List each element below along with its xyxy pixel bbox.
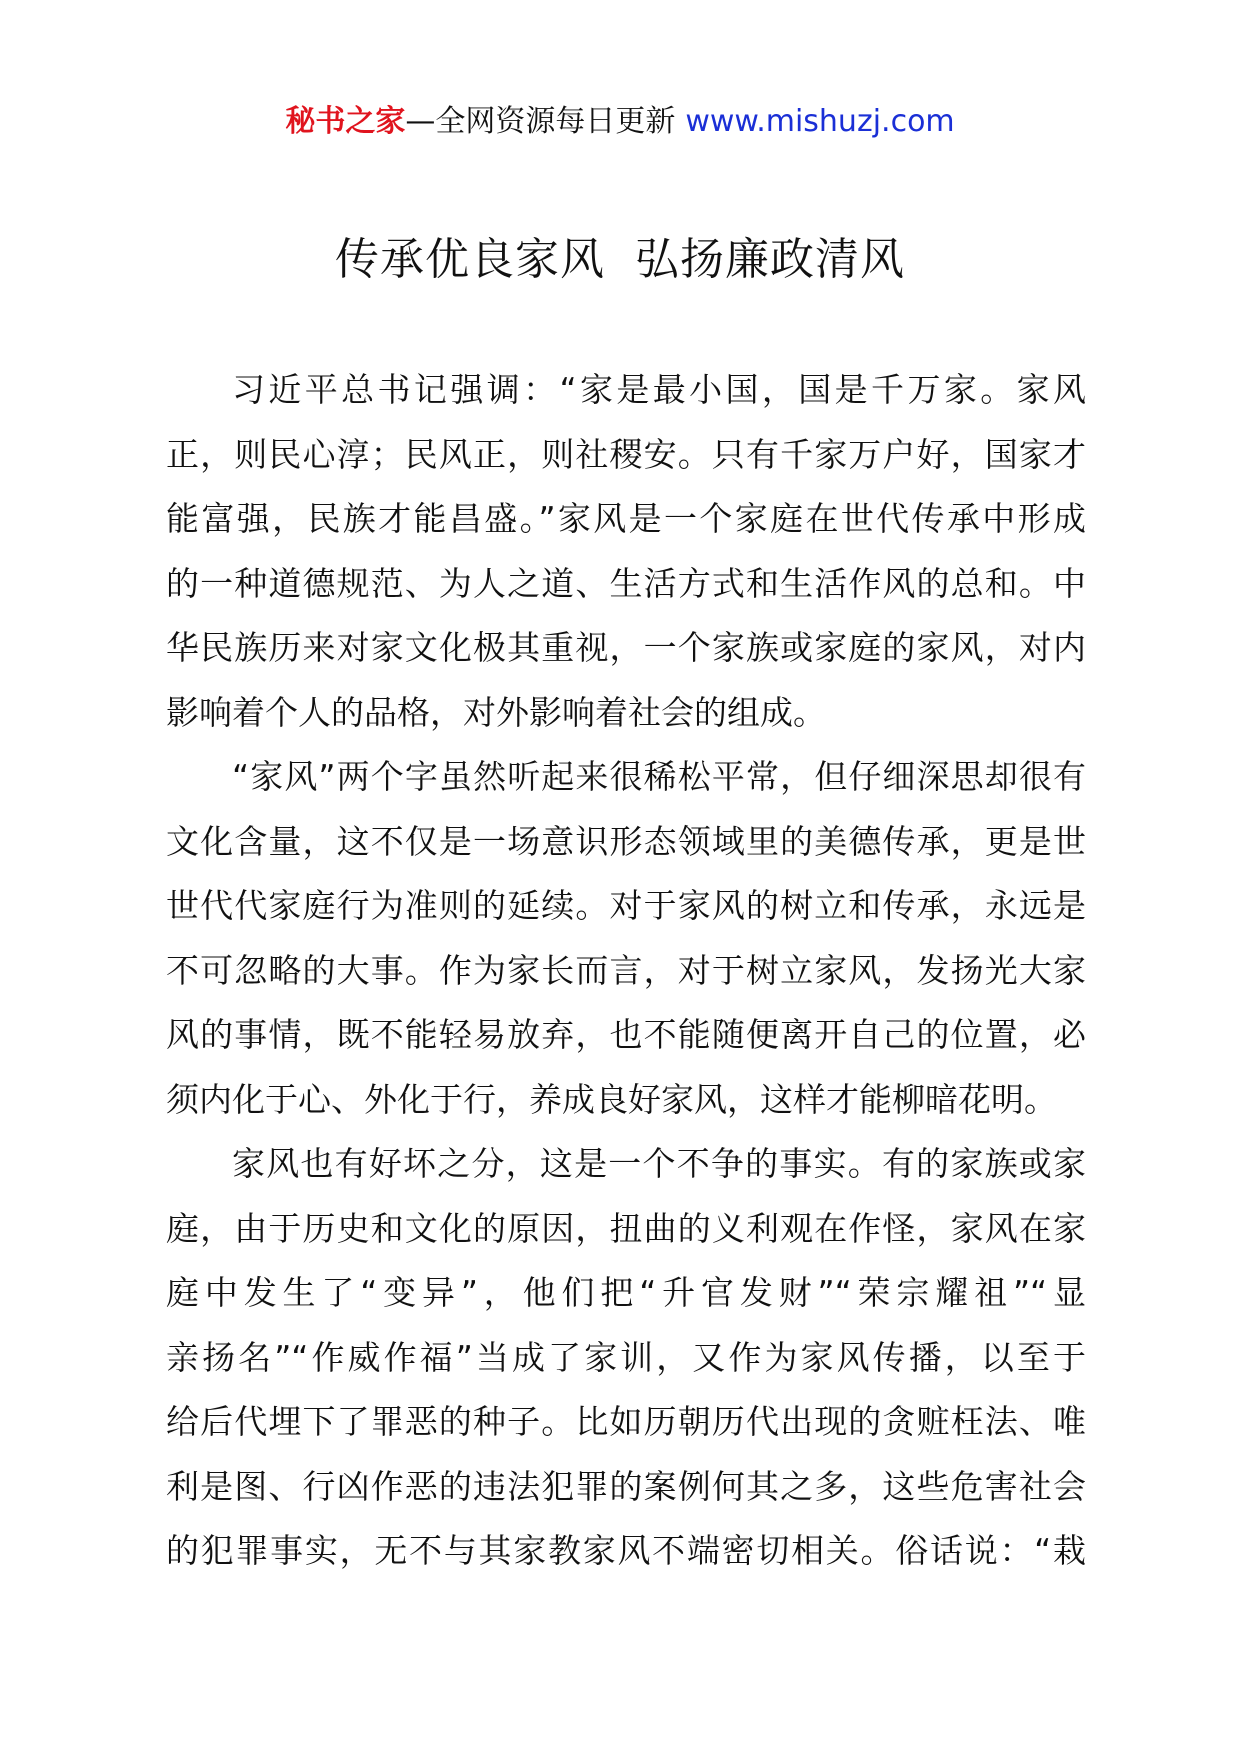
site-header (0, 100, 1240, 144)
paragraph-line: 世代代家庭行为准则的延续。对于家风的树立和传承，永远是 (166, 886, 1086, 925)
paragraph-line: 的犯罪事实，无不与其家教家风不端密切相关。俗话说：“栽 (166, 1531, 1086, 1570)
paragraph-line: 习近平总书记强调：“家是最小国，国是千万家。家风 (232, 370, 1086, 409)
paragraph-line: 利是图、行凶作恶的违法犯罪的案例何其之多，这些危害社会 (166, 1466, 1086, 1506)
paragraph-line: 的一种道德规范、为人之道、生活方式和生活作风的总和。中 (166, 563, 1086, 603)
brand-name: 秘书之家 (285, 104, 406, 139)
paragraph-line: 正，则民心淳；民风正，则社稷安。只有千家万户好，国家才 (166, 434, 1086, 474)
paragraph-line: 华民族历来对家文化极其重视，一个家族或家庭的家风，对内 (166, 628, 1086, 667)
paragraph-1 (166, 358, 1086, 745)
paragraph-line: 影响着个人的品格，对外影响着社会的组成。 (166, 692, 826, 732)
paragraph-line: 不可忽略的大事。作为家长而言，对于树立家风，发扬光大家 (166, 950, 1086, 990)
header-tagline: —全网资源每日更新 (405, 104, 676, 139)
site-url-link[interactable]: www.mishuzj.com (685, 104, 955, 139)
paragraph-line: 风的事情，既不能轻易放弃，也不能随便离开自己的位置，必 (166, 1015, 1086, 1054)
paragraph-line: 能富强，民族才能昌盛。”家风是一个家庭在世代传承中形成 (166, 499, 1086, 538)
paragraph-3 (166, 1132, 1086, 1584)
paragraph-line: 家风也有好坏之分，这是一个不争的事实。有的家族或家 (232, 1144, 1086, 1183)
paragraph-line: 庭，由于历史和文化的原因，扭曲的义利观在作怪，家风在家 (166, 1208, 1086, 1248)
paragraph-line: 给后代埋下了罪恶的种子。比如历朝历代出现的贪赃枉法、唯 (166, 1402, 1086, 1441)
paragraph-line: 文化含量，这不仅是一场意识形态领域里的美德传承，更是世 (166, 821, 1086, 861)
document-body (166, 358, 1086, 1584)
paragraph-line: 须内化于心、外化于行，养成良好家风，这样才能柳暗花明。 (166, 1079, 1057, 1119)
paragraph-line: “家风”两个字虽然听起来很稀松平常，但仔细深思却很有 (232, 757, 1086, 796)
paragraph-line: 亲扬名”“作威作福”当成了家训，又作为家风传播，以至于 (166, 1337, 1086, 1377)
document-title: 传承优良家风 弘扬廉政清风 (335, 234, 905, 285)
paragraph-2 (166, 745, 1086, 1132)
paragraph-line: 庭中发生了“变异”，他们把“升官发财”“荣宗耀祖”“显 (166, 1273, 1086, 1312)
